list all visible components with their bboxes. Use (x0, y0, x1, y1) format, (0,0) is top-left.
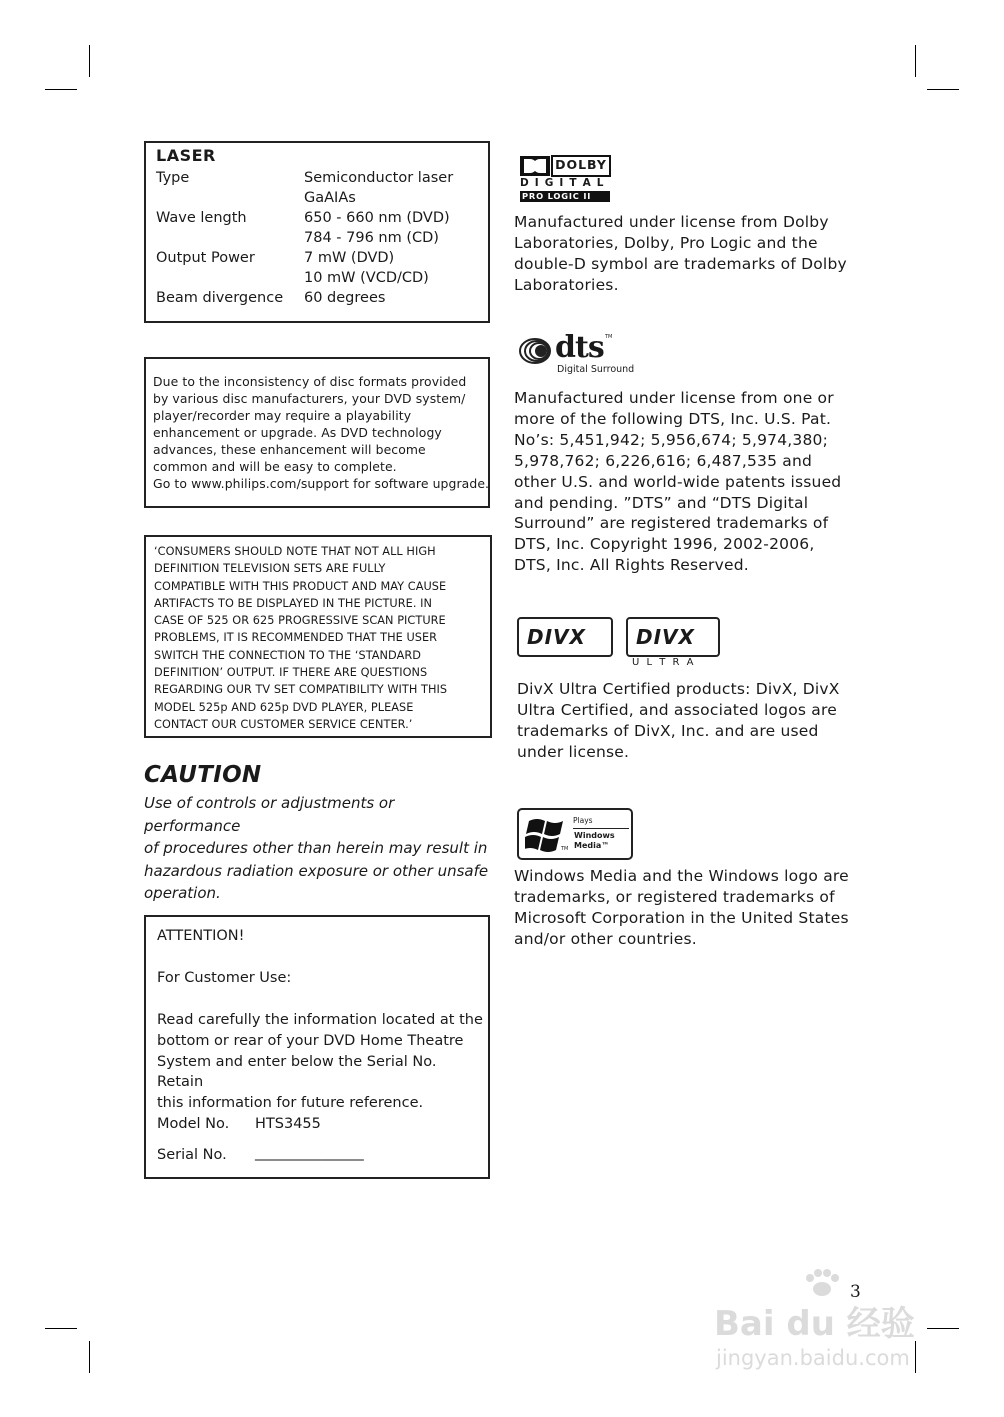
windows-logo-media: Media™ (574, 841, 610, 850)
laser-value: 650 - 660 nm (DVD) 784 - 796 nm (CD) (304, 210, 450, 246)
laser-title: LASER (156, 146, 216, 165)
dts-logo-sub: Digital Surround (557, 364, 635, 375)
page-number: 3 (850, 1282, 861, 1302)
dolby-logo-digital: D I G I T A L (520, 177, 605, 189)
crop-mark (915, 45, 916, 77)
attention-body: Read carefully the information located at the bottom or rear of your DVD Home Theatre System and enter below the Serial No. Retain this information for future reference. (157, 1012, 483, 1112)
laser-label: Output Power (156, 250, 255, 266)
dolby-logo-word: DOLBY (555, 157, 607, 172)
laser-label: Beam divergence (156, 290, 284, 306)
divx-trademark-text: DivX Ultra Certified products: DivX, DivX Ultra Certified, and associated logos are trademarks of DivX, Inc. and are used under license. (517, 680, 840, 761)
crop-mark (45, 89, 77, 90)
attention-box (144, 915, 490, 1179)
dolby-trademark-text: Manufactured under license from Dolby Laboratories, Dolby, Pro Logic and the double-D symbol are trademarks of Dolby Laboratories. (514, 213, 847, 294)
dts-logo (519, 330, 635, 378)
windows-media-logo (517, 808, 633, 860)
divx-ultra-logo-word: DIVX (636, 625, 695, 649)
crop-mark (89, 1341, 90, 1373)
model-number-label: Model No. (157, 1116, 230, 1132)
laser-label: Type (156, 170, 190, 186)
watermark-brand: Bai du 经验 (714, 1304, 915, 1344)
divx-ultra-logo (626, 617, 722, 669)
hdtv-notice-box (144, 535, 492, 738)
disc-format-notice-box (144, 357, 490, 508)
laser-value: 60 degrees (304, 290, 386, 306)
disc-format-notice-text: Due to the inconsistency of disc formats provided by various disc manufacturers, your DVD system/ player/recorder may require a playability enhancement or upgrade. As DVD technology advances, these enhancement will become common and will be easy to complete. Go to www.philips.com/support for software upgrade. (153, 374, 490, 491)
windows-logo-tm: TM (561, 846, 569, 852)
crop-mark (927, 89, 959, 90)
caution-text: Use of controls or adjustments or performance of procedures other than herein may result in hazardous radiation exposure or other unsafe operation. (144, 794, 489, 902)
model-number-value: HTS3455 (255, 1116, 321, 1132)
windows-logo-windows: Windows (574, 831, 615, 840)
hdtv-notice-text: ‘CONSUMERS SHOULD NOTE THAT NOT ALL HIGH DEFINITION TELEVISION SETS ARE FULLY COMPATIBLE WITH THIS PRODUCT AND MAY CAUSE ARTIFACTS TO BE DISPLAYED IN THE PICTURE. IN CASE OF 525 OR 625 PROGRESSIVE SCAN PICTURE PROBLEMS, IT IS RECOMMENDED THAT THE USER SWITCH THE CONNECTION TO THE ‘STANDARD DEFINITION’ OUTPUT. IF THERE ARE QUESTIONS REGARDING OUR TV SET COMPATIBILITY WITH THIS MODEL 525p AND 625p DVD PLAYER, PLEASE CONTACT OUR CUSTOMER SERVICE CENTER.’ (154, 545, 448, 731)
dts-trademark-text: Manufactured under license from one or more of the following DTS, Inc. U.S. Pat. No’s: 5,451,942; 5,956,674; 5,974,380; 5,978,762; 6,226,616; 6,487,535 and other U.S. and world-wide patents issued and pending. ”DTS” and “DTS Digital Surround” are registered trademarks of DTS, Inc. Copyright 1996, 2002-2006, DTS, Inc. All Rights Reserved. (514, 389, 842, 575)
laser-value: 7 mW (DVD) 10 mW (VCD/CD) (304, 250, 429, 286)
baidu-watermark (712, 1262, 952, 1382)
attention-title: ATTENTION! (157, 928, 245, 944)
watermark-url: jingyan.baidu.com (716, 1346, 910, 1370)
divx-logo (517, 617, 613, 657)
windows-logo-divider (573, 828, 629, 829)
dolby-logo-prologic: PRO LOGIC II (522, 191, 592, 201)
crop-mark (89, 45, 90, 77)
crop-mark (45, 1328, 77, 1329)
dts-logo-tm: TM (605, 334, 613, 340)
dolby-logo (519, 155, 611, 203)
laser-label: Wave length (156, 210, 247, 226)
divx-ultra-label: U L T R A (632, 657, 696, 668)
windows-logo-plays: Plays (573, 816, 593, 825)
laser-spec-box (144, 141, 490, 323)
laser-value: Semiconductor laser GaAIAs (304, 170, 454, 206)
divx-ultra-frame (626, 617, 720, 657)
attention-subtitle: For Customer Use: (157, 970, 292, 986)
dts-logo-word: dts (555, 330, 604, 365)
serial-number-field: _______________ (255, 1145, 364, 1161)
paw-print-icon (802, 1268, 842, 1298)
caution-title: CAUTION (144, 762, 262, 788)
divx-logo-word: DIVX (527, 625, 586, 649)
dts-disc-icon (519, 337, 559, 365)
serial-number-label: Serial No. (157, 1147, 227, 1163)
windows-media-trademark-text: Windows Media and the Windows logo are trademarks, or registered trademarks of Microsoft Corporation in the United States and/or other countries. (514, 867, 849, 948)
